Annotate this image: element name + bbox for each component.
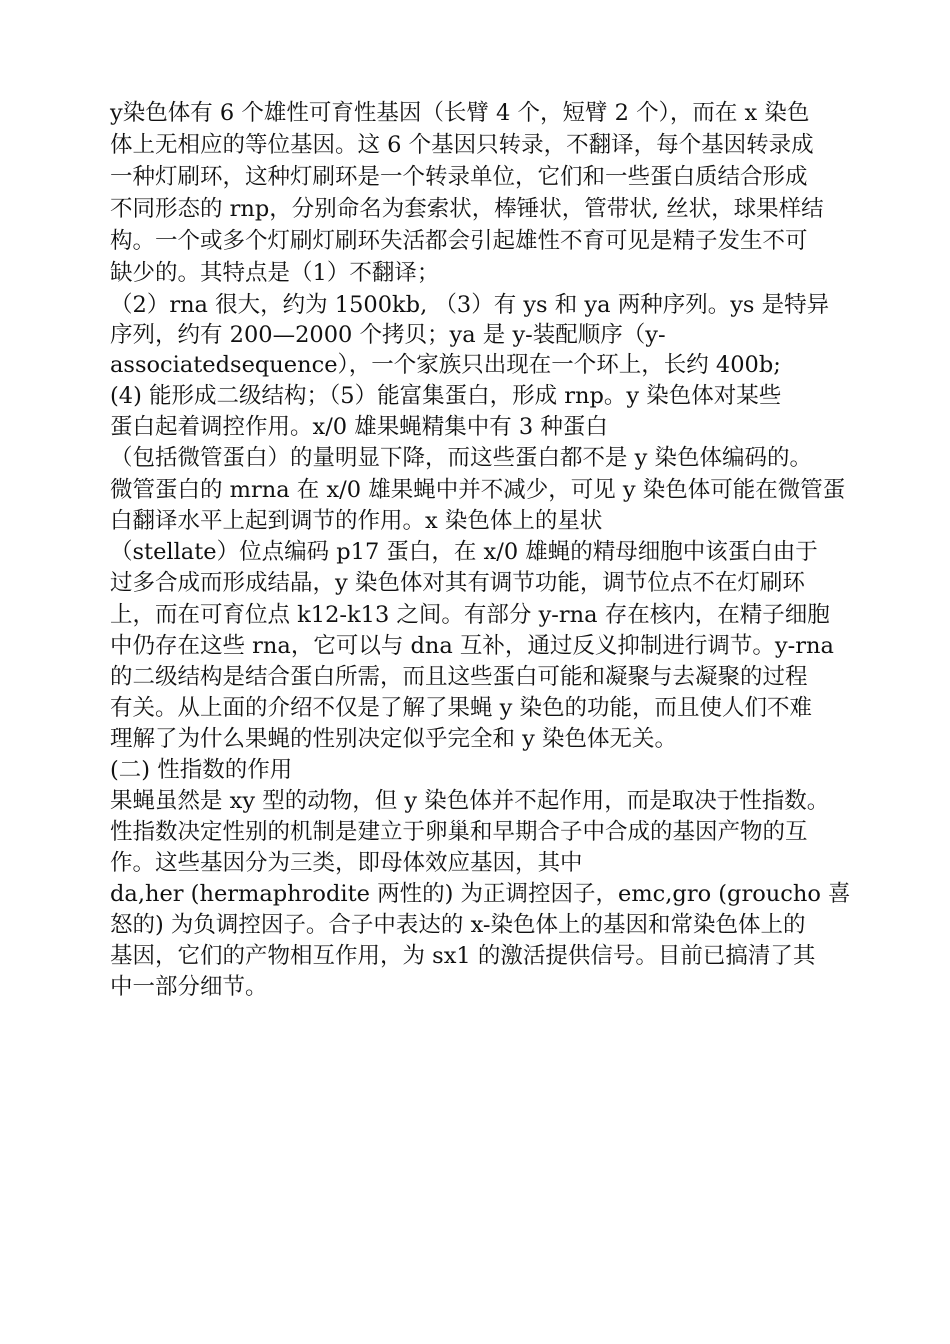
text-line: 基因，它们的产物相互作用，为 sx1 的激活提供信号。目前已搞清了其: [110, 943, 816, 969]
text-line: 果蝇虽然是 xy 型的动物，但 y 染色体并不起作用，而是取决于性指数。: [110, 788, 830, 814]
text-line: 序列，约有 200—2000 个拷贝；ya 是 y-装配顺序（y-: [110, 322, 666, 348]
text-line: 理解了为什么果蝇的性别决定似乎完全和 y 染色体无关。: [110, 726, 678, 752]
text-line: 中仍存在这些 rna，它可以与 dna 互补，通过反义抑制进行调节。y-rna: [110, 633, 834, 659]
text-line: （包括微管蛋白）的量明显下降，而这些蛋白都不是 y 染色体编码的。: [110, 445, 813, 471]
text-line: 白翻译水平上起到调节的作用。x 染色体上的星状: [110, 508, 603, 534]
text-line: associatedsequence），一个家族只出现在一个环上，长约 400b;: [110, 352, 781, 378]
text-line: 的二级结构是结合蛋白所需，而且这些蛋白可能和凝聚与去凝聚的过程: [110, 664, 808, 690]
text-line: 有关。从上面的介绍不仅是了解了果蝇 y 染色的功能，而且使人们不难: [110, 695, 813, 721]
text-line: 中一部分细节。: [110, 974, 268, 1000]
text-line: 体上无相应的等位基因。这 6 个基因只转录，不翻译，每个基因转录成: [110, 132, 814, 158]
text-line: 怒的) 为负调控因子。合子中表达的 x-染色体上的基因和常染色体上的: [110, 912, 806, 938]
text-line: da,her (hermaphrodite 两性的) 为正调控因子，emc,gro (groucho 喜: [110, 881, 851, 907]
text-line: 上，而在可育位点 k12-k13 之间。有部分 y-rna 存在核内，在精子细胞: [110, 602, 830, 628]
text-line: 性指数决定性别的机制是建立于卵巢和早期合子中合成的基因产物的互: [110, 819, 808, 845]
text-line: 作。这些基因分为三类，即母体效应基因，其中: [110, 850, 583, 876]
text-line: 一种灯刷环，这种灯刷环是一个转录单位，它们和一些蛋白质结合形成: [110, 164, 808, 190]
text-line: (4) 能形成二级结构；（5）能富集蛋白，形成 rnp。y 染色体对某些: [110, 383, 782, 409]
text-line: 过多合成而形成结晶，y 染色体对其有调节功能，调节位点不在灯刷环: [110, 570, 805, 596]
section-heading: (二) 性指数的作用: [110, 757, 293, 783]
text-line: 缺少的。其特点是（1）不翻译；: [110, 260, 440, 286]
text-line: y染色体有 6 个雄性可育性基因（长臂 4 个，短臂 2 个），而在 x 染色: [110, 100, 810, 126]
text-line: 蛋白起着调控作用。x/0 雄果蝇精集中有 3 种蛋白: [110, 414, 608, 440]
text-line: 不同形态的 rnp，分别命名为套索状，棒锤状，管带状, 丝状，球果样结: [110, 196, 824, 222]
text-line: （2）rna 很大，约为 1500kb, （3）有 ys 和 ya 两种序列。ys 是特异: [110, 292, 830, 318]
text-line: 构。一个或多个灯刷灯刷环失活都会引起雄性不育可见是精子发生不可: [110, 228, 808, 254]
text-line: （stellate）位点编码 p17 蛋白，在 x/0 雄蝇的精母细胞中该蛋白由于: [110, 539, 818, 565]
text-line: 微管蛋白的 mrna 在 x/0 雄果蝇中并不减少，可见 y 染色体可能在微管蛋: [110, 477, 846, 503]
